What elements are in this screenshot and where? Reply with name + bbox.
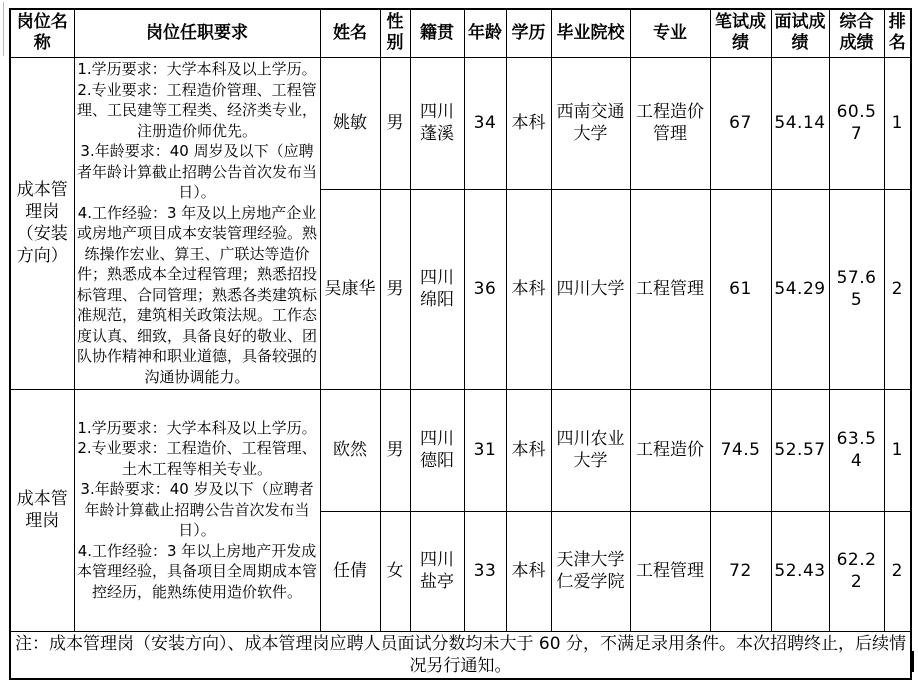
footer-note: 注：成本管理岗（安装方向）、成本管理岗应聘人员面试分数均未大于 60 分，不满足录用条件。本次招聘终止，后续情况另行通知。 [10,631,911,679]
cell-rank: 1 [884,389,911,511]
table-header-row [10,9,911,57]
cell-education: 本科 [506,511,551,631]
header-major: 专业 [630,9,710,57]
cell-age: 36 [464,189,506,389]
cell-major: 工程管理 [630,189,710,389]
cell-interview-score: 54.29 [771,189,829,389]
cell-major: 工程管理 [630,511,710,631]
cell-written-score: 61 [710,189,771,389]
cell-name: 姚敏 [320,57,380,189]
cell-major: 工程造价 [630,389,710,511]
header-hometown: 籍贯 [410,9,464,57]
note-row [10,631,911,679]
header-gender: 性别 [380,9,410,57]
cell-overall-score: 57.65 [829,189,884,389]
requirement-line: 2.专业要求：工程造价管理、工程管理、工民建等工程类、经济类专业，注册造价师优先。 [76,80,317,140]
cell-gender: 女 [380,511,410,631]
cell-gender: 男 [380,57,410,189]
position-requirements-cell [74,57,320,389]
header-interview-score: 面试成绩 [771,9,829,57]
cell-school: 四川大学 [551,189,630,389]
cell-interview-score: 52.57 [771,389,829,511]
cell-rank: 2 [884,511,911,631]
cell-rank: 1 [884,57,911,189]
header-school: 毕业院校 [551,9,630,57]
cell-school: 天津大学仁爱学院 [551,511,630,631]
requirement-line: 1.学历要求：大学本科及以上学历。 [77,60,317,78]
cell-age: 34 [464,57,506,189]
requirement-line: 4.工作经验：3 年及以上房地产企业或房地产项目成本安装管理经验。熟练操作宏业、算王、广联达等造价件；熟悉成本全过程管理；熟悉招投标管理、合同管理；熟悉各类建筑标准规范，建筑相关政策法规。工作态度认真、细致，具备良好的敬业、团队协作精神和职业道德，具备较强的沟通协调能力。 [76,203,317,386]
cell-gender: 男 [380,189,410,389]
header-overall-score: 综合成绩 [829,9,884,57]
cell-interview-score: 52.43 [771,511,829,631]
cell-age: 33 [464,511,506,631]
header-name: 姓名 [320,9,380,57]
candidate-row [10,57,911,189]
cell-name: 任倩 [320,511,380,631]
cell-name: 欧然 [320,389,380,511]
cell-school: 四川农业大学 [551,389,630,511]
cell-written-score: 74.5 [710,389,771,511]
cell-written-score: 72 [710,511,771,631]
stray-mark [912,651,914,672]
cell-hometown: 四川绵阳 [410,189,464,389]
header-age: 年龄 [464,9,506,57]
requirement-line: 4.工作经验：3 年以上房地产开发成本管理经验，具备项目全周期成本管控经历，能熟练使用造价软件。 [76,541,317,601]
cell-overall-score: 62.22 [829,511,884,631]
cell-hometown: 四川德阳 [410,389,464,511]
cell-written-score: 67 [710,57,771,189]
cell-education: 本科 [506,389,551,511]
header-education: 学历 [506,9,551,57]
cell-gender: 男 [380,389,410,511]
cell-overall-score: 63.54 [829,389,884,511]
header-position-requirements: 岗位任职要求 [74,9,320,57]
cell-education: 本科 [506,57,551,189]
position-requirements-cell [74,389,320,631]
cell-name: 吴康华 [320,189,380,389]
requirement-line: 2.专业要求：工程造价、工程管理、土木工程等相关专业。 [77,439,317,478]
candidate-row [10,389,911,511]
cell-hometown: 四川盐亭 [410,511,464,631]
cell-overall-score: 60.57 [829,57,884,189]
position-name-cell: 成本管理岗 [10,389,74,631]
requirement-line: 3.年龄要求：40 岁及以下（应聘者年龄计算截止招聘公告首次发布当日）。 [80,480,314,540]
header-rank: 排名 [884,9,911,57]
page-edge-tick [3,2,4,56]
requirement-line: 3.年龄要求：40 周岁及以下（应聘者年龄计算截止招聘公告首次发布当日）。 [76,142,317,201]
cell-age: 31 [464,389,506,511]
requirement-line: 1.学历要求：大学本科及以上学历。 [77,418,317,437]
cell-interview-score: 54.14 [771,57,829,189]
cell-school: 西南交通大学 [551,57,630,189]
cell-hometown: 四川蓬溪 [410,57,464,189]
header-position-name: 岗位名称 [10,9,74,57]
header-written-score: 笔试成绩 [710,9,771,57]
cell-major: 工程造价管理 [630,57,710,189]
recruitment-results-table [9,8,912,680]
cell-rank: 2 [884,189,911,389]
position-name-cell: 成本管理岗（安装方向） [10,57,74,389]
cell-education: 本科 [506,189,551,389]
